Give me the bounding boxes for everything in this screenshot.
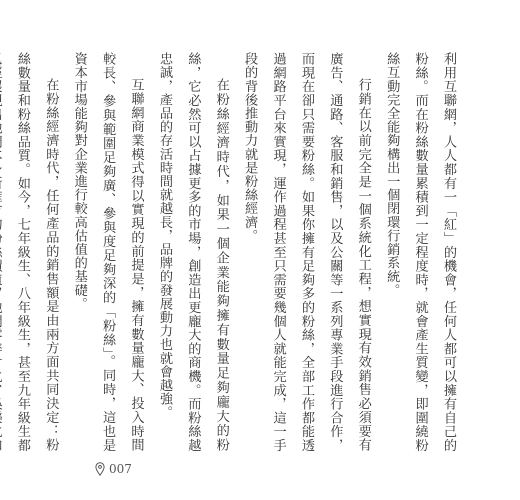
paragraph-3: 在粉絲經濟時代，如果一個企業能夠擁有數量足夠龐大的粉絲，它必然可以占據更多的市場，創造出更龐大的商機。而粉絲越忠誠，產品的存活時間就越長，品牌的發展動力也就會越強。 <box>156 52 229 452</box>
page-footer <box>95 459 132 479</box>
map-pin-icon <box>95 462 105 476</box>
paragraph-5: 在粉絲經濟時代，任何產品的銷售額是由兩方面共同決定：粉絲數量和粉絲品質。如今，七年級生、八年級生，甚至九年級生都 <box>14 52 59 452</box>
body-text <box>0 52 462 452</box>
page-number: 007 <box>109 462 132 476</box>
paragraph-2: 行銷在以前完全是一個系統化工程，想實現有效銷售必須要有廣告、通路、客服和銷售，以及公關等一系列專業手段進行合作，而現在卻只需要粉絲。如果你擁有足夠多的粉絲，全部工作都能透過網路平台來實現，運作過程甚至只需要幾個人就能完成，這一手段的背後推動力就是粉絲經濟。 <box>242 52 371 452</box>
paragraph-4: 互聯網商業模式得以實現的前提是，擁有數量龐大、投入時間較長、參與範圍足夠廣、參與度足夠深的「粉絲」。同時，這也是資本市場能夠對企業進行較高估值的基礎。 <box>71 52 144 452</box>
paragraph-1: 利用互聯網，人人都有一「紅」的機會，任何人都可以擁有自己的粉絲。而在粉絲數量累積到一定程度時，就會產生質變，即圍繞粉絲互動完全能夠構出一個閉環行銷系統。 <box>384 52 456 452</box>
